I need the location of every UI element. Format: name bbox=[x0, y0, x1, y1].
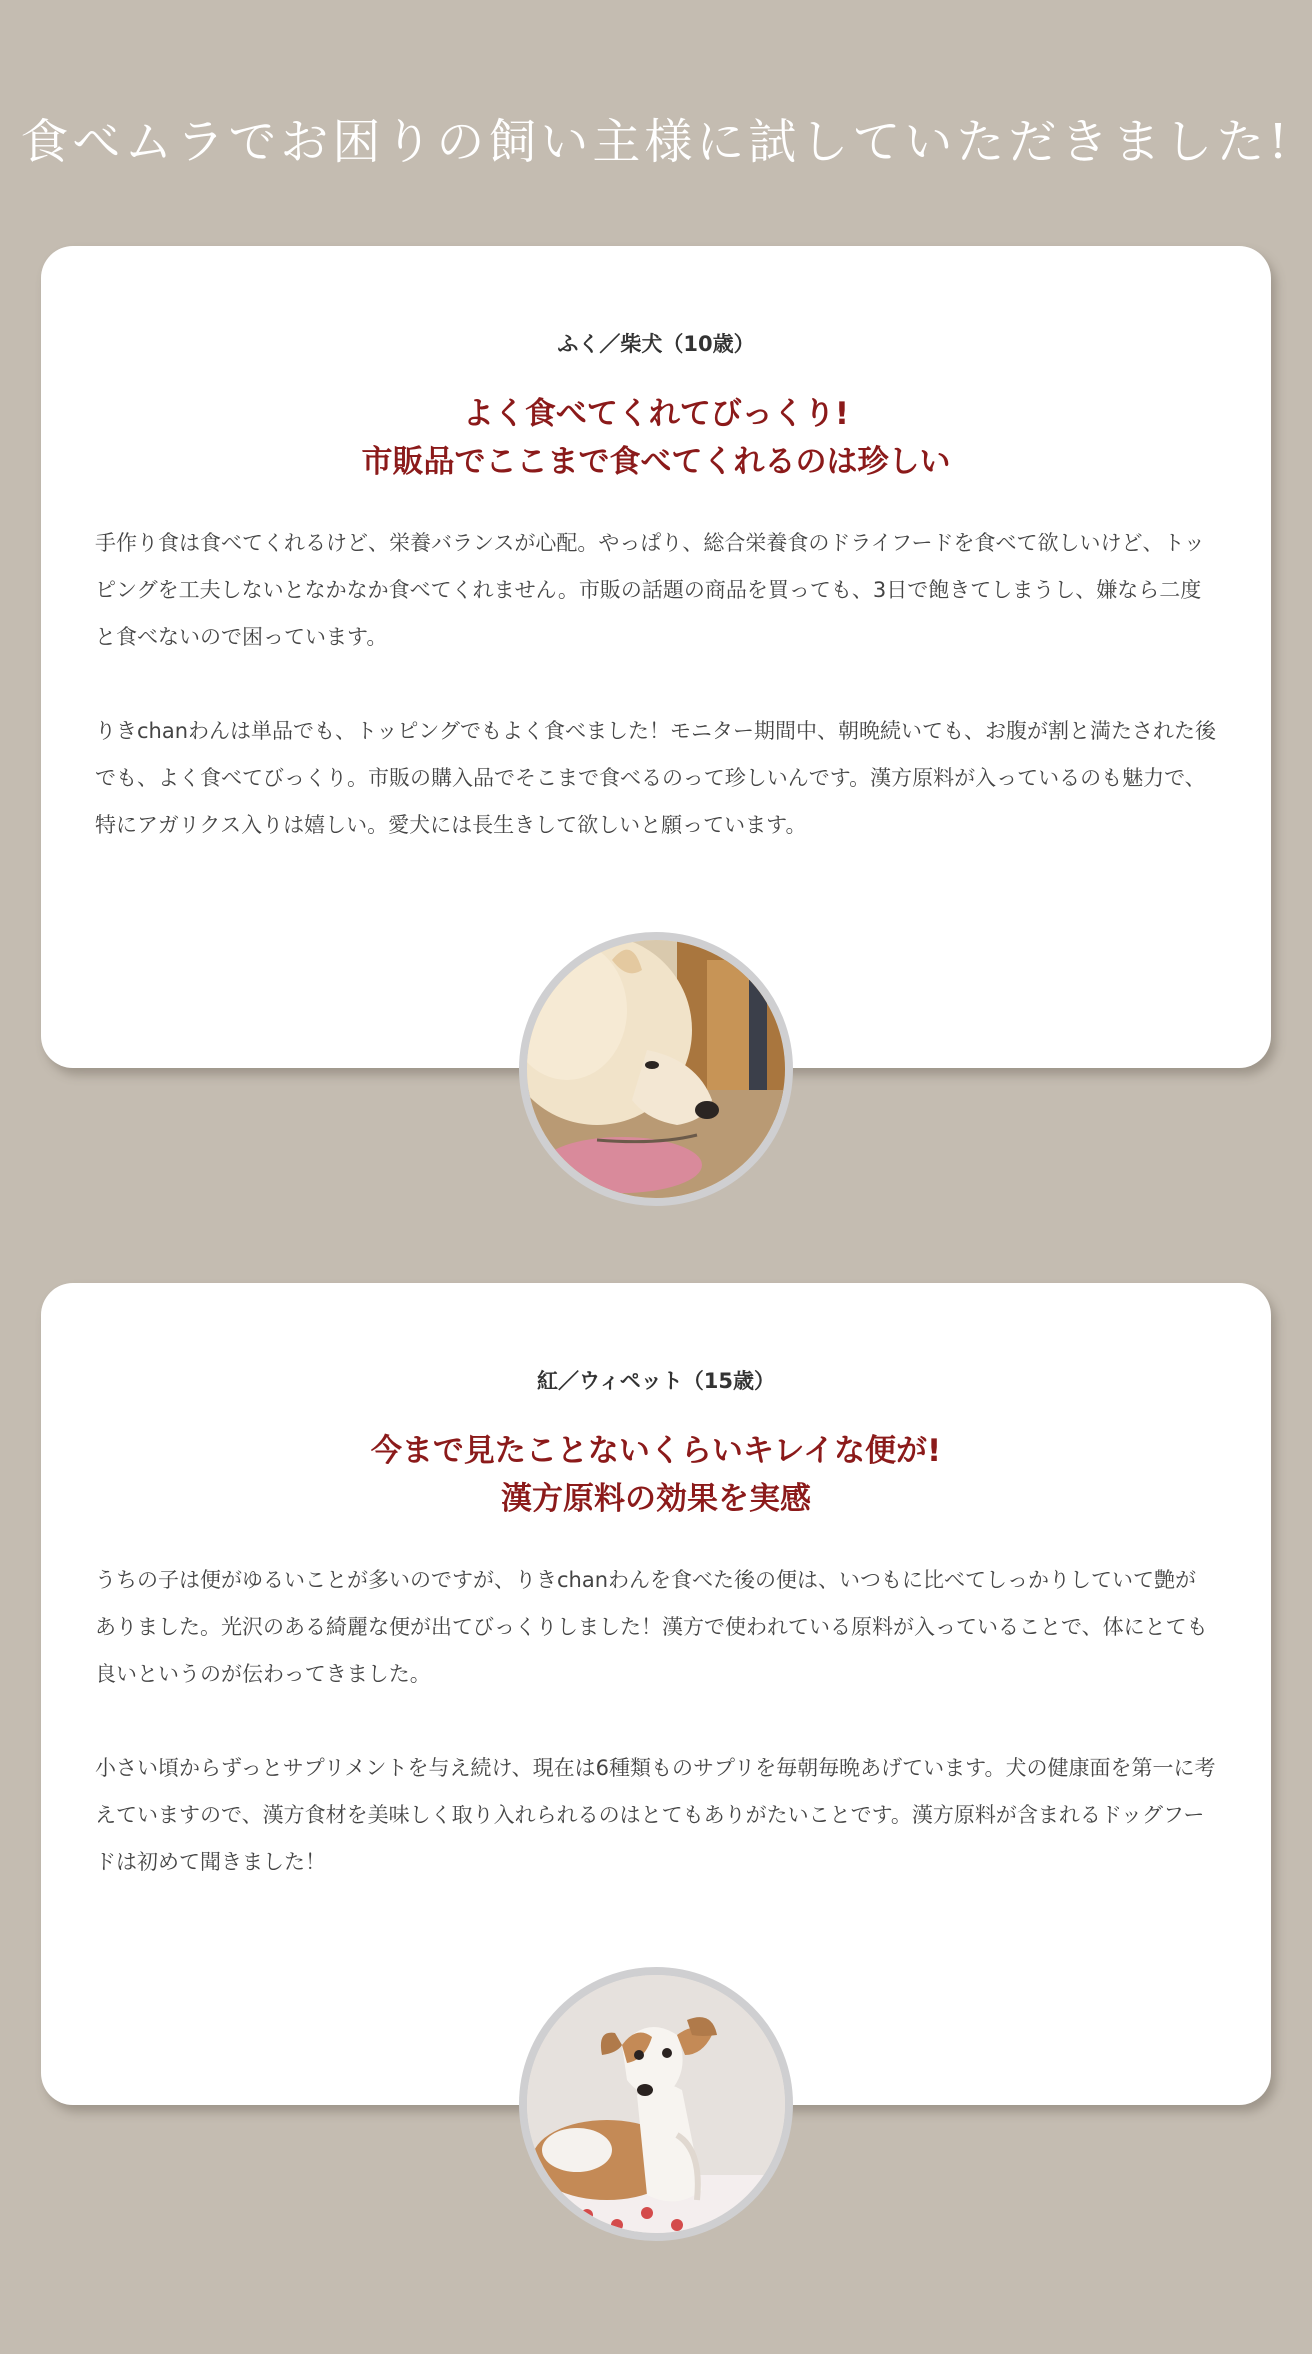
testimonial-headline bbox=[41, 1427, 1271, 1523]
headline-line-2: 市販品でここまで食べてくれるのは珍しい bbox=[361, 444, 951, 480]
whippet-dog-photo bbox=[519, 1967, 793, 2241]
headline-line-1: 今まで見たことないくらいキレイな便が! bbox=[370, 1433, 942, 1469]
testimonial-paragraph: 小さい頃からずっとサプリメントを与え続け、現在は6種類ものサプリを毎朝毎晩あげています。犬の健康面を第一に考えていますので、漢方食材を美味しく取り入れられるのはとてもありがたいことです。漢方原料が含まれるドッグフードは初めて聞きました！ bbox=[95, 1756, 1216, 1874]
testimonial-body bbox=[95, 1557, 1217, 1933]
testimonial-paragraph: りきchanわんは単品でも、トッピングでもよく食べました！モニター期間中、朝晩続いても、お腹が割と満たされた後でも、よく食べてびっくり。市販の購入品でそこまで食べるのって珍しいんです。漢方原料が入っているのも魅力で、特にアガリクス入りは嬉しい。愛犬には長生きして欲しいと願っています。 bbox=[95, 719, 1216, 837]
dog-name: ふく／柴犬（10歳） bbox=[557, 332, 755, 356]
testimonial-body bbox=[95, 520, 1217, 896]
testimonial-headline bbox=[41, 390, 1271, 486]
testimonial-paragraph: 手作り食は食べてくれるけど、栄養バランスが心配。やっぱり、総合栄養食のドライフードを食べて欲しいけど、トッピングを工夫しないとなかなか食べてくれません。市販の話題の商品を買っても、3日で飽きてしまうし、嫌なら二度と食べないので困っています。 bbox=[95, 531, 1205, 649]
shiba-dog-photo bbox=[519, 932, 793, 1206]
headline-line-2: 漢方原料の効果を実感 bbox=[501, 1481, 811, 1517]
page-title: 食べムラでお困りの飼い主様に試していただきました! bbox=[20, 114, 1292, 170]
headline-line-1: よく食べてくれてびっくり! bbox=[462, 396, 850, 432]
testimonial-paragraph: うちの子は便がゆるいことが多いのですが、りきchanわんを食べた後の便は、いつもに比べてしっかりしていて艶がありました。光沢のある綺麗な便が出てびっくりしました！漢方で使われている原料が入っていることで、体にとても良いというのが伝わってきました。 bbox=[95, 1568, 1208, 1686]
dog-name: 紅／ウィペット（15歳） bbox=[537, 1369, 775, 1393]
